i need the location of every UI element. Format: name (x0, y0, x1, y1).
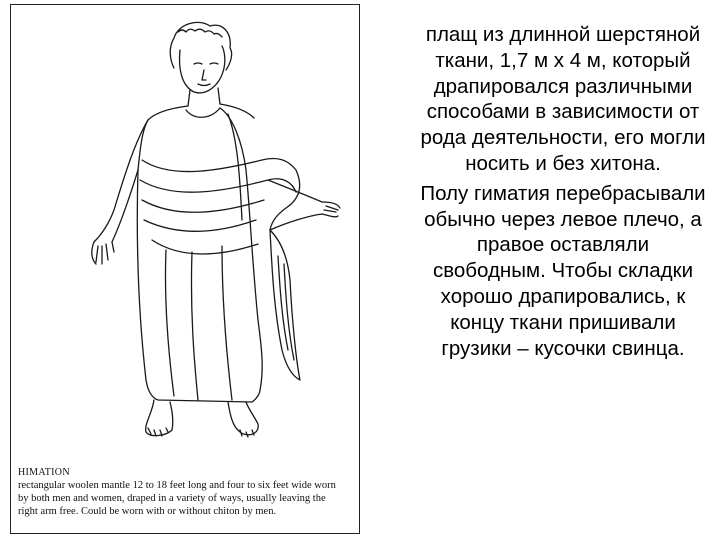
paragraph-draping: Полу гиматия перебрасывали обычно через левое плечо, а правое оставляли свободным. Чтобы складки хорошо драпировались, к концу ткани пришивали грузики – кусочки свинца. (420, 181, 706, 360)
himation-figure-illustration (82, 20, 342, 450)
right-foot (228, 402, 258, 435)
right-hand (322, 202, 340, 217)
caption-title: HIMATION (18, 467, 70, 478)
figure-panel (2, 0, 364, 540)
description-text (418, 22, 708, 361)
torso (138, 104, 254, 170)
caption-body: rectangular woolen mantle 12 to 18 feet long and four to six feet wide worn by both men and women, draped in a variety of ways, usually leaving the right arm free. Could be worn with or without chiton by men. (18, 480, 336, 517)
drape-folds (142, 158, 296, 171)
paragraph-cloak-description: плащ из длинной шерстяной ткани, 1,7 м х 4 м, который драпировался различными способами в зависимости от рода деятельности, его могли носить и без хитона. (420, 23, 706, 175)
left-hand (92, 242, 114, 264)
left-arm (94, 120, 148, 242)
right-arm (268, 180, 322, 230)
figure-caption (18, 466, 348, 518)
